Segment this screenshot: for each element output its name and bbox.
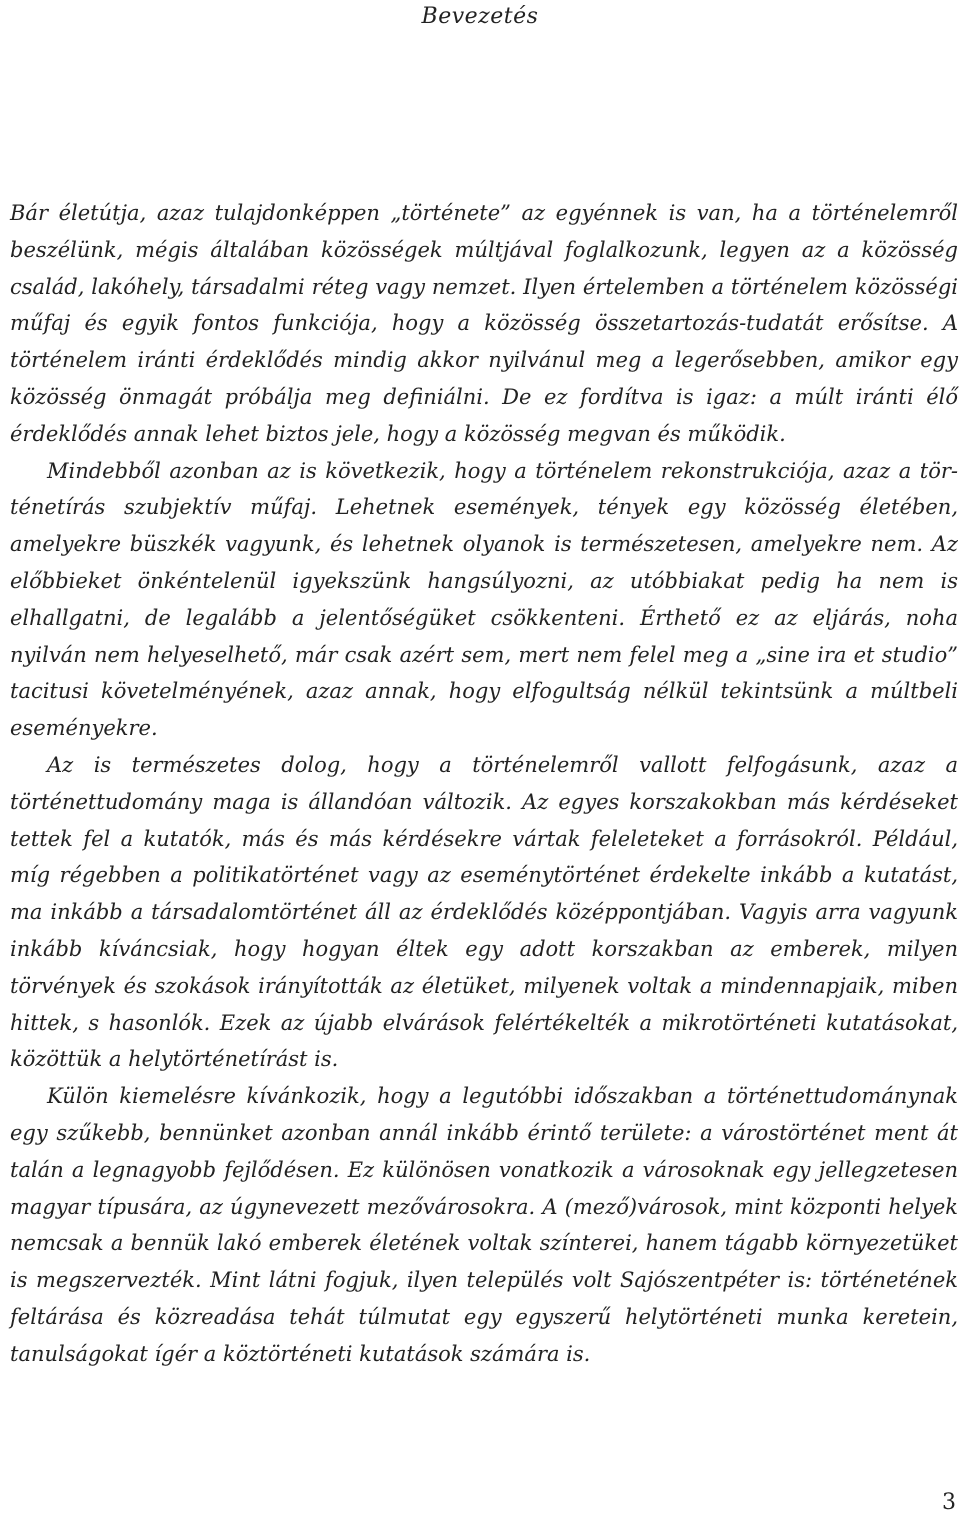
body-text (10, 195, 958, 1373)
paragraph: Mindebből azonban az is következik, hogy a történelem rekonstrukciója, azaz a történetírás szubjektív műfaj. Lehetnek események, tények egy közösség életében, amelyekre büszkék vagyunk, és lehetnek olyanok is természetesen, amelyekre nem. Az előbbieket önkéntelenül igyekszünk hangsúlyozni, az utóbbiakat pedig ha nem is elhallgatni, de legalább a jelentőségüket csökkenteni. Érthető ez az eljárás, noha nyilván nem helyeselhető, már csak azért sem, mert nem felel meg a „sine ira et studio” tacitusi követelményének, azaz annak, hogy elfogultság nélkül tekintsünk a múltbeli eseményekre. (10, 458, 958, 741)
paragraph: Külön kiemelésre kívánkozik, hogy a legutóbbi időszakban a történettudománynak egy szűkebb, bennünket azonban annál inkább érintő területe: a várostörténet ment át talán a legnagyobb fejlődésen. Ez különösen vonatkozik a városoknak egy jellegzetesen magyar típusára, az úgynevezett mezővárosokra. A (mező)városok, mint központi helyek nemcsak a bennük lakó emberek életének voltak színterei, hanem tágabb környezetüket is megszervezték. Mint látni fogjuk, ilyen település volt Sajószentpéter is: történetének feltárása és közreadása tehát túlmutat egy egyszerű helytörténeti munka keretein, tanulságokat ígér a köztörténeti kutatások számára is. (10, 1084, 958, 1366)
page-number: 3 (942, 1490, 956, 1515)
paragraph: Bár életútja, azaz tulajdonképpen „története” az egyénnek is van, ha a történelemről beszélünk, mégis általában közösségek múltjával foglalkozunk, legyen az a közösség család, lakóhely, társadalmi réteg vagy nemzet. Ilyen értelemben a történelem közösségi műfaj és egyik fontos funkciója, hogy a közösség összetartozás-tudatát erősítse. A történelem iránti érdeklődés mindig akkor nyilvánul meg a legerősebben, amikor egy közösség önmagát próbálja meg definiálni. De ez fordítva is igaz: a múlt iránti élő érdeklődés annak lehet biztos jele, hogy a közösség megvan és működik. (10, 201, 958, 446)
page-header-title: Bevezetés (421, 4, 539, 29)
paragraph: Az is természetes dolog, hogy a történelemről vallott felfogásunk, azaz a történettudomány maga is állandóan változik. Az egyes korszakokban más kérdéseket tettek fel a kutatók, más és más kérdésekre vártak feleleteket a forrásokról. Például, míg régebben a politikatörténet vagy az eseménytörténet érdekelte inkább a kutatást, ma inkább a társadalomtörténet áll az érdeklődés középpontjában. Vagyis arra vagyunk inkább kíváncsiak, hogy hogyan éltek egy adott korszakban az emberek, milyen törvények és szokások irányították az életüket, milyenek voltak a mindennapjaik, miben hittek, s hasonlók. Ezek az újabb elvárások felértékelték a mikrotörténeti kutatásokat, közöttük a helytörténetírást is. (10, 752, 958, 1072)
